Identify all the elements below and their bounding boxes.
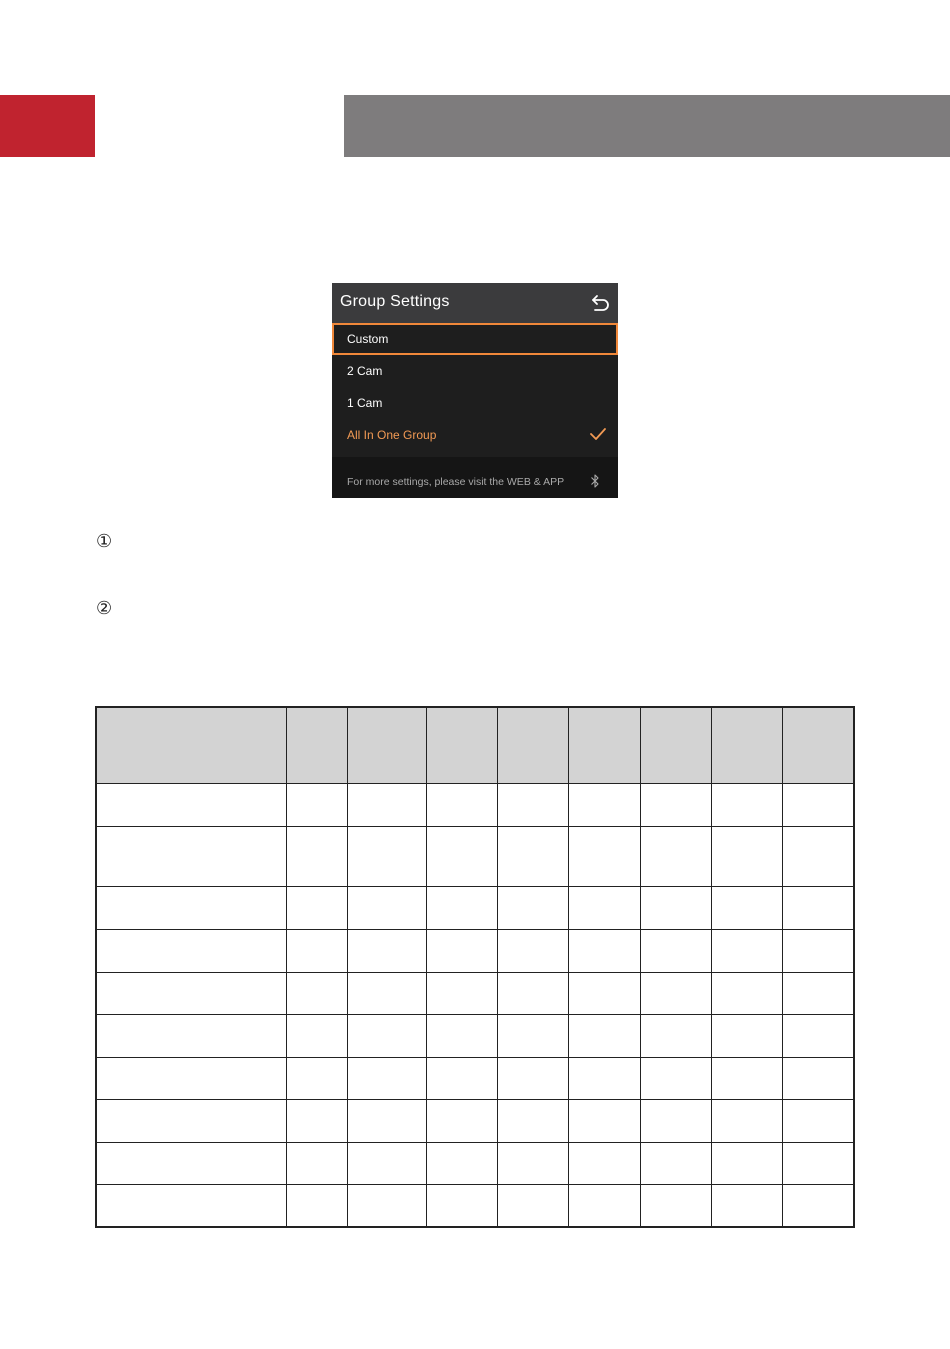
table-cell [286,1058,347,1100]
table-cell [347,1143,426,1185]
table-cell [783,973,854,1015]
table-cell [641,827,712,887]
table-cell [347,1015,426,1058]
table-cell [286,973,347,1015]
table-row [96,1015,854,1058]
menu-item-label: Custom [347,332,389,346]
menu-item-label: 2 Cam [347,364,383,378]
table-cell [426,1015,497,1058]
table-cell [96,930,286,973]
table-cell [498,930,569,973]
table-cell [286,784,347,827]
table-cell [569,887,641,930]
table-row [96,784,854,827]
table-row [96,1058,854,1100]
table-cell [498,784,569,827]
table-cell [783,1100,854,1143]
screen-title: Group Settings [340,293,450,310]
step-marker-1: ① [96,531,113,552]
table-cell [783,930,854,973]
table-cell [641,1058,712,1100]
table-cell [783,1185,854,1227]
table-cell [712,887,783,930]
table-cell [569,1185,641,1227]
table-cell [783,1015,854,1058]
table-cell [498,1100,569,1143]
table-cell [498,973,569,1015]
table-row [96,930,854,973]
checkmark-icon [590,427,606,441]
table-cell [712,1185,783,1227]
back-arrow-icon[interactable] [590,292,612,314]
table-cell [712,1015,783,1058]
table-cell [569,930,641,973]
screen-header [332,283,618,323]
table-cell [426,1185,497,1227]
table-header-cell [96,707,286,784]
table-header-cell [498,707,569,784]
table-cell [286,1015,347,1058]
table-header-cell [426,707,497,784]
table-cell [712,1143,783,1185]
table-cell [569,1143,641,1185]
table-cell [569,1058,641,1100]
table-cell [286,887,347,930]
table-cell [783,827,854,887]
table-cell [641,930,712,973]
menu-item-custom[interactable] [332,323,618,355]
table-header-cell [347,707,426,784]
table-cell [286,930,347,973]
table-cell [426,973,497,1015]
table-cell [96,827,286,887]
table-cell [347,973,426,1015]
table-cell [641,973,712,1015]
table-row [96,1185,854,1227]
table-cell [498,1185,569,1227]
table-cell [569,1100,641,1143]
table-cell [347,1100,426,1143]
table-cell [712,1100,783,1143]
step-marker-2: ② [96,598,113,619]
table-cell [783,784,854,827]
table-cell [347,827,426,887]
table-cell [96,1058,286,1100]
table-cell [712,1058,783,1100]
footer-hint-text: For more settings, please visit the WEB & APP [347,476,565,488]
menu-item-1cam[interactable] [332,387,618,419]
table-cell [498,887,569,930]
menu-item-label: 1 Cam [347,396,383,410]
section-marker-red [0,95,95,157]
table-cell [641,1100,712,1143]
table-cell [569,827,641,887]
table-cell [641,887,712,930]
spec-table [95,706,855,1228]
table-cell [347,784,426,827]
table-row [96,1100,854,1143]
table-cell [96,1015,286,1058]
table-header-cell [286,707,347,784]
table-cell [426,1100,497,1143]
table-cell [426,930,497,973]
table-cell [712,973,783,1015]
table-cell [96,887,286,930]
table-row [96,973,854,1015]
table-cell [498,1015,569,1058]
table-cell [96,1143,286,1185]
table-cell [96,784,286,827]
table-header-cell [641,707,712,784]
table-cell [569,784,641,827]
table-header-cell [783,707,854,784]
menu-item-label: All In One Group [347,428,437,442]
table-cell [783,887,854,930]
table-cell [96,1100,286,1143]
table-cell [347,1058,426,1100]
table-cell [286,1143,347,1185]
table-cell [641,784,712,827]
table-cell [426,827,497,887]
table-cell [712,784,783,827]
menu-item-all-in-one-group[interactable] [332,419,618,451]
table-cell [96,973,286,1015]
table-cell [426,887,497,930]
table-cell [569,973,641,1015]
table-cell [712,930,783,973]
table-cell [498,1143,569,1185]
table-cell [498,1058,569,1100]
table-cell [783,1143,854,1185]
table-cell [712,827,783,887]
table-row [96,827,854,887]
menu-item-2cam[interactable] [332,355,618,387]
table-cell [347,930,426,973]
table-cell [783,1058,854,1100]
device-screen [332,283,618,498]
table-cell [347,887,426,930]
table-header-cell [569,707,641,784]
table-cell [286,827,347,887]
table-cell [286,1185,347,1227]
table-cell [426,1143,497,1185]
table-row [96,887,854,930]
table-header-row [96,707,854,784]
table-cell [96,1185,286,1227]
table-header-cell [712,707,783,784]
table-cell [641,1015,712,1058]
table-cell [641,1143,712,1185]
table-cell [569,1015,641,1058]
table-cell [426,784,497,827]
bluetooth-icon [590,473,600,489]
table-cell [347,1185,426,1227]
table-cell [286,1100,347,1143]
table-cell [641,1185,712,1227]
table-row [96,1143,854,1185]
section-header-bar [344,95,950,157]
table-cell [498,827,569,887]
table-cell [426,1058,497,1100]
